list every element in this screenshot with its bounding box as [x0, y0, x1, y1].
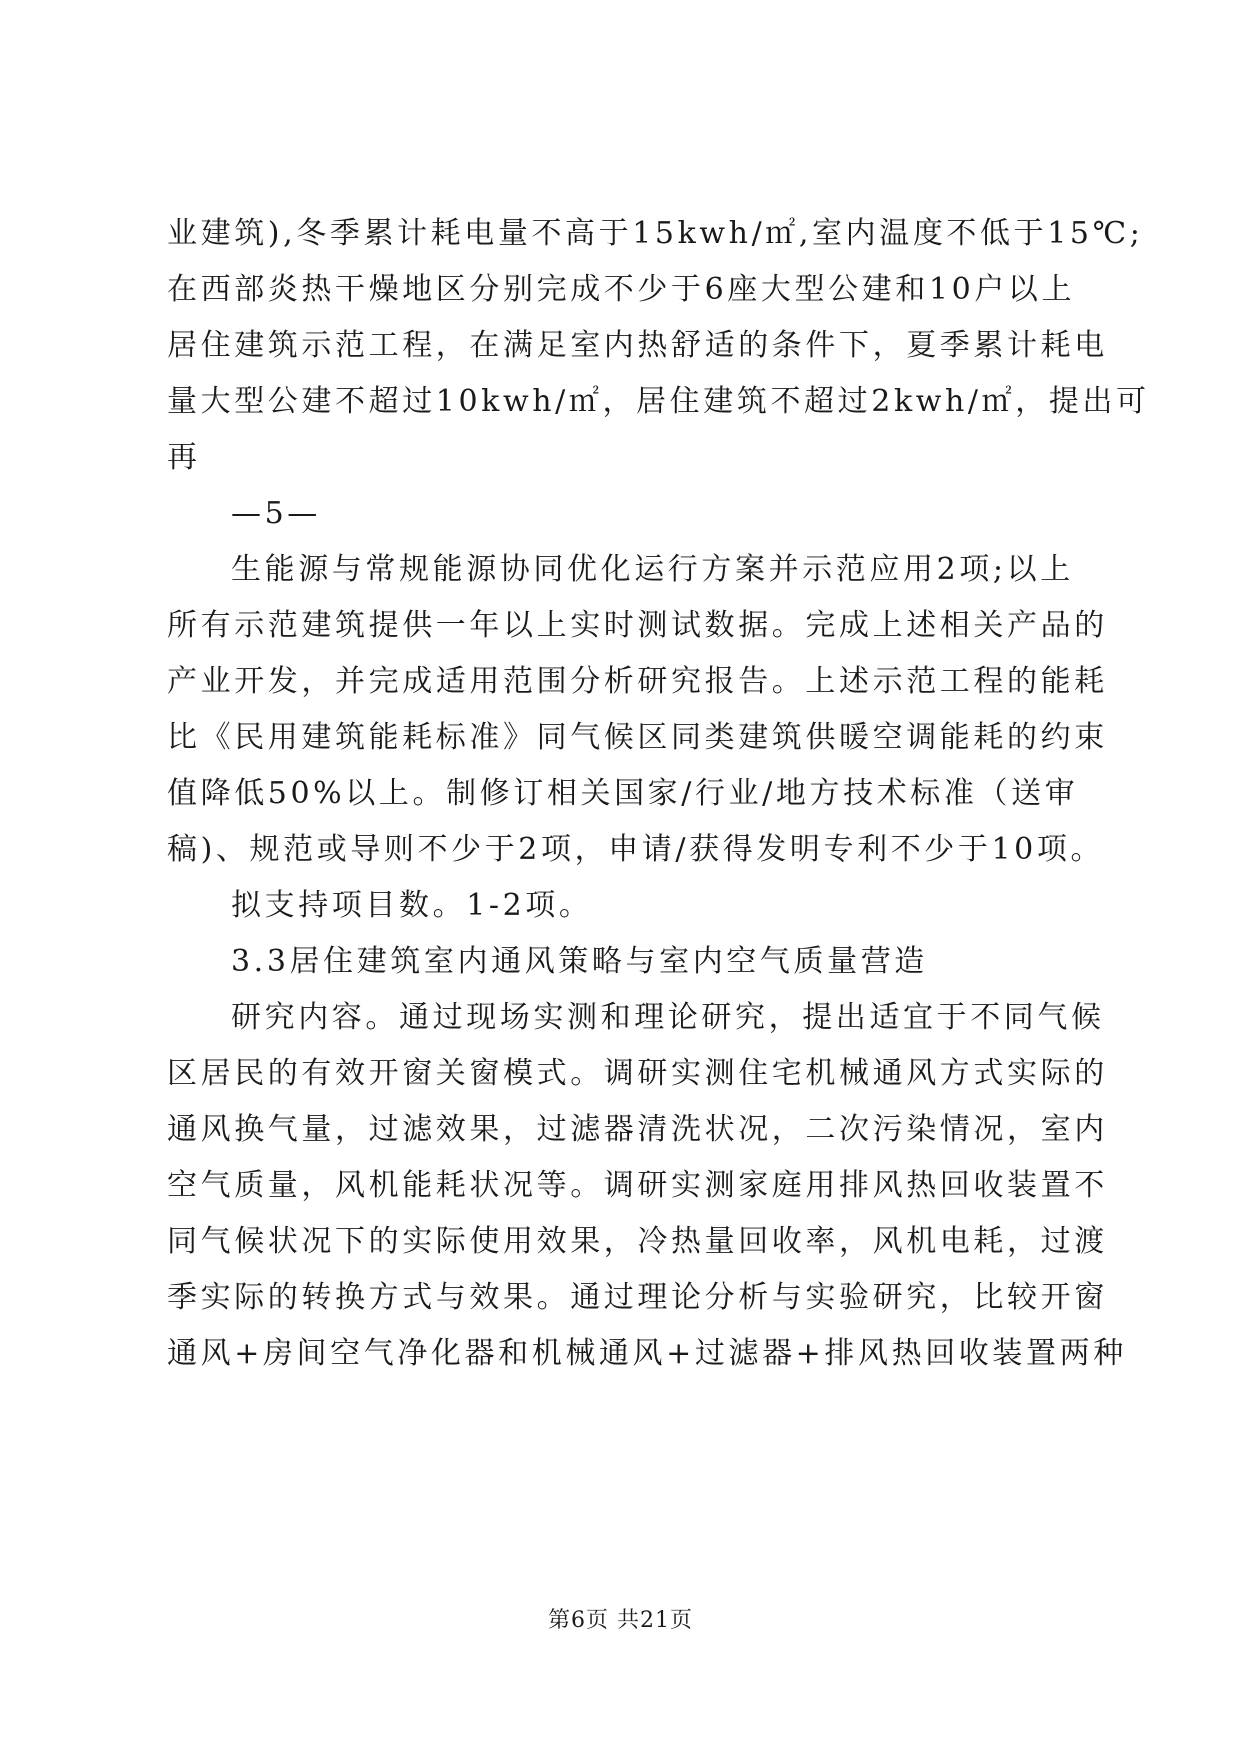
- text-line: 拟支持项目数。1-2项。: [231, 888, 593, 923]
- page-number-marker: —5—: [231, 496, 321, 531]
- text-line: 值降低50%以上。制修订相关国家/行业/地方技术标准（送审: [167, 776, 1079, 811]
- page-footer: 第6页 共21页: [548, 1608, 693, 1633]
- text-line: 季实际的转换方式与效果。通过理论分析与实验研究，比较开窗: [167, 1280, 1108, 1315]
- section-heading: 3.3居住建筑室内通风策略与室内空气质量营造: [231, 944, 928, 979]
- text-line: 通风换气量，过滤效果，过滤器清洗状况，二次污染情况，室内: [167, 1112, 1108, 1147]
- text-line: 区居民的有效开窗关窗模式。调研实测住宅机械通风方式实际的: [167, 1056, 1108, 1091]
- text-line: 所有示范建筑提供一年以上实时测试数据。完成上述相关产品的: [167, 608, 1108, 643]
- text-line: 业建筑),冬季累计耗电量不高于15kwh/㎡,室内温度不低于15℃;: [167, 216, 1144, 251]
- text-line: 通风+房间空气净化器和机械通风+过滤器+排风热回收装置两种: [167, 1336, 1127, 1371]
- text-line: 生能源与常规能源协同优化运行方案并示范应用2项;以上: [231, 552, 1074, 587]
- text-line: 产业开发，并完成适用范围分析研究报告。上述示范工程的能耗: [167, 664, 1108, 699]
- text-line: 同气候状况下的实际使用效果，冷热量回收率，风机电耗，过渡: [167, 1224, 1108, 1259]
- text-line: 再: [167, 440, 201, 475]
- text-line: 稿)、规范或导则不少于2项，申请/获得发明专利不少于10项。: [167, 832, 1105, 867]
- text-line: 在西部炎热干燥地区分别完成不少于6座大型公建和10户以上: [167, 272, 1076, 307]
- text-line: 量大型公建不超过10kwh/㎡，居住建筑不超过2kwh/㎡，提出可: [167, 384, 1150, 419]
- text-line: 研究内容。通过现场实测和理论研究，提出适宜于不同气候: [231, 1000, 1105, 1035]
- text-line: 空气质量，风机能耗状况等。调研实测家庭用排风热回收装置不: [167, 1168, 1108, 1203]
- text-line: 居住建筑示范工程，在满足室内热舒适的条件下，夏季累计耗电: [167, 328, 1108, 363]
- text-line: 比《民用建筑能耗标准》同气候区同类建筑供暖空调能耗的约束: [167, 720, 1108, 755]
